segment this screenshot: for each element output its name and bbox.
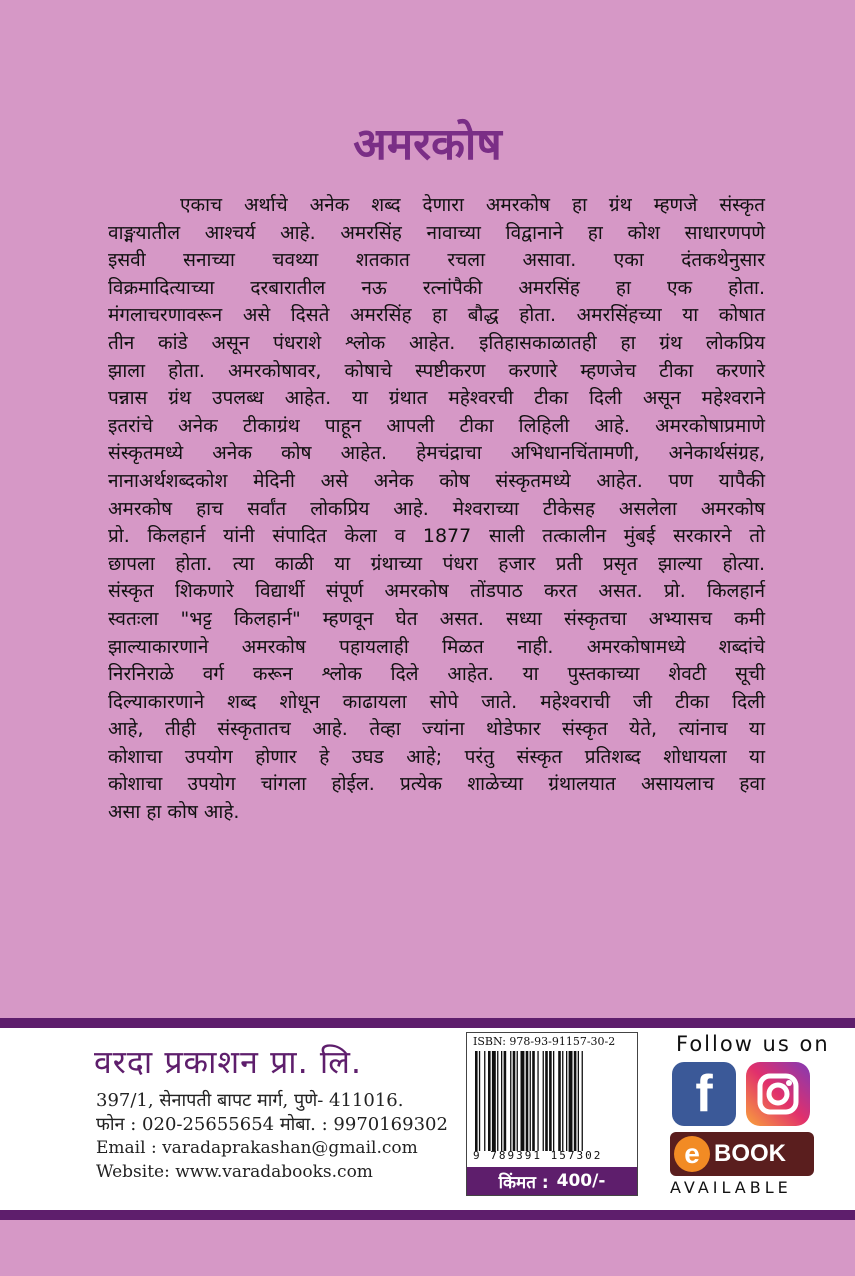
isbn-text: ISBN: 978-93-91157-30-2 — [473, 1035, 616, 1048]
barcode-digits: 9 789391 157302 — [473, 1149, 603, 1162]
barcode-icon — [475, 1051, 631, 1151]
description-line: दिल्याकारणाने शब्द शोधून काढायला सोपे जाते. महेश्वराची जी टीका दिली — [108, 690, 765, 713]
ebook-text: BOOK — [714, 1140, 786, 1167]
publisher-name: वरदा प्रकाशन प्रा. लि. — [94, 1043, 363, 1081]
book-title: अमरकोष — [353, 119, 502, 170]
footer-bottom-band — [0, 1210, 855, 1220]
description-line: झाला होता. अमरकोषावर, कोषाचे स्पष्टीकरण करणारे म्हणजेच टीका करणारे — [108, 359, 765, 382]
available-text: AVAILABLE — [670, 1178, 792, 1197]
footer — [0, 1028, 855, 1210]
description-line: कोशाचा उपयोग चांगला होईल. प्रत्येक शाळेच्या ग्रंथालयात असायलाच हवा — [108, 773, 765, 796]
description-line: नानाअर्थशब्दकोश मेदिनी असे अनेक कोष संस्कृतमध्ये आहेत. पण यापैकी — [108, 469, 765, 492]
description-line: प्रो. किलहार्न यांनी संपादित केला व 1877 साली तत्कालीन मुंबई सरकारने तो — [108, 525, 765, 548]
facebook-icon[interactable] — [672, 1062, 736, 1126]
price-strip — [467, 1167, 637, 1195]
book-description — [108, 192, 765, 827]
publisher-address: 397/1, सेनापती बापट मार्ग, पुणे- 411016. — [96, 1090, 404, 1111]
description-line: इतरांचे अनेक टीकाग्रंथ पाहून आपली टीका लिहिली आहे. अमरकोषाप्रमाणे — [108, 414, 765, 437]
description-line: संस्कृतमध्ये अनेक कोष आहेत. हेमचंद्राचा अभिधानचिंतामणी, अनेकार्थसंग्रह, — [108, 442, 765, 465]
follow-us-text: Follow us on — [676, 1032, 830, 1056]
description-line: पन्नास ग्रंथ उपलब्ध आहेत. या ग्रंथात महेश्वरची टीका दिली असून महेश्वराने — [108, 387, 765, 410]
description-line: एकाच अर्थाचे अनेक शब्द देणारा अमरकोष हा ग्रंथ म्हणजे संस्कृत — [180, 194, 765, 216]
description-line: छापला होता. त्या काळी या ग्रंथाच्या पंधरा हजार प्रती प्रसृत झाल्या होत्या. — [108, 552, 765, 575]
instagram-glyph-icon — [746, 1062, 810, 1126]
instagram-icon[interactable] — [746, 1062, 810, 1126]
ebook-badge — [670, 1132, 814, 1176]
description-line: मंगलाचरणावरून असे दिसते अमरसिंह हा बौद्ध होता. अमरसिंहच्या या कोषात — [108, 304, 765, 327]
publisher-phone: फोन : 020-25655654 मोबा. : 9970169302 — [96, 1114, 448, 1135]
description-line: तीन कांडे असून पंधराशे श्लोक आहेत. इतिहासकाळातही हा ग्रंथ लोकप्रिय — [108, 331, 765, 354]
ebook-e-icon: e — [674, 1136, 710, 1172]
description-line: असा हा कोष आहे. — [108, 801, 240, 824]
description-line: वाङ्मयातील आश्चर्य आहे. अमरसिंह नावाच्या विद्वानाने हा कोश साधारणपणे — [108, 221, 765, 244]
publisher-email: Email : varadaprakashan@gmail.com — [96, 1138, 418, 1158]
facebook-glyph: f — [695, 1065, 713, 1123]
description-line: स्वतःला "भट्ट किलहार्न" म्हणवून घेत असत. सध्या संस्कृतचा अभ्यासच कमी — [108, 607, 765, 630]
price-value: 400/- — [556, 1171, 606, 1191]
barcode-block — [466, 1032, 638, 1196]
publisher-website: Website: www.varadabooks.com — [96, 1162, 373, 1182]
description-paragraph — [108, 192, 765, 827]
description-line: झाल्याकारणाने अमरकोष पहायलाही मिळत नाही. अमरकोषामध्ये शब्दांचे — [108, 635, 765, 658]
description-line: इसवी सनाच्या चवथ्या शतकात रचला असावा. एका दंतकथेनुसार — [108, 249, 765, 272]
price-label: किंमत : — [498, 1172, 549, 1193]
description-line: अमरकोष हाच सर्वांत लोकप्रिय आहे. मेश्वराच्या टीकेसह असलेला अमरकोष — [108, 497, 765, 520]
description-line: विक्रमादित्याच्या दरबारातील नऊ रत्नांपैकी अमरसिंह हा एक होता. — [108, 276, 765, 299]
description-line: संस्कृत शिकणारे विद्यार्थी संपूर्ण अमरकोष तोंडपाठ करत असत. प्रो. किलहार्न — [108, 580, 765, 603]
description-line: कोशाचा उपयोग होणार हे उघड आहे; परंतु संस्कृत प्रतिशब्द शोधायला या — [108, 745, 765, 768]
footer-top-band — [0, 1018, 855, 1028]
description-line: निरनिराळे वर्ग करून श्लोक दिले आहेत. या पुस्तकाच्या शेवटी सूची — [108, 663, 765, 686]
description-line: आहे, तीही संस्कृतातच आहे. तेव्हा ज्यांना थोडेफार संस्कृत येते, त्यांनाच या — [108, 718, 765, 741]
